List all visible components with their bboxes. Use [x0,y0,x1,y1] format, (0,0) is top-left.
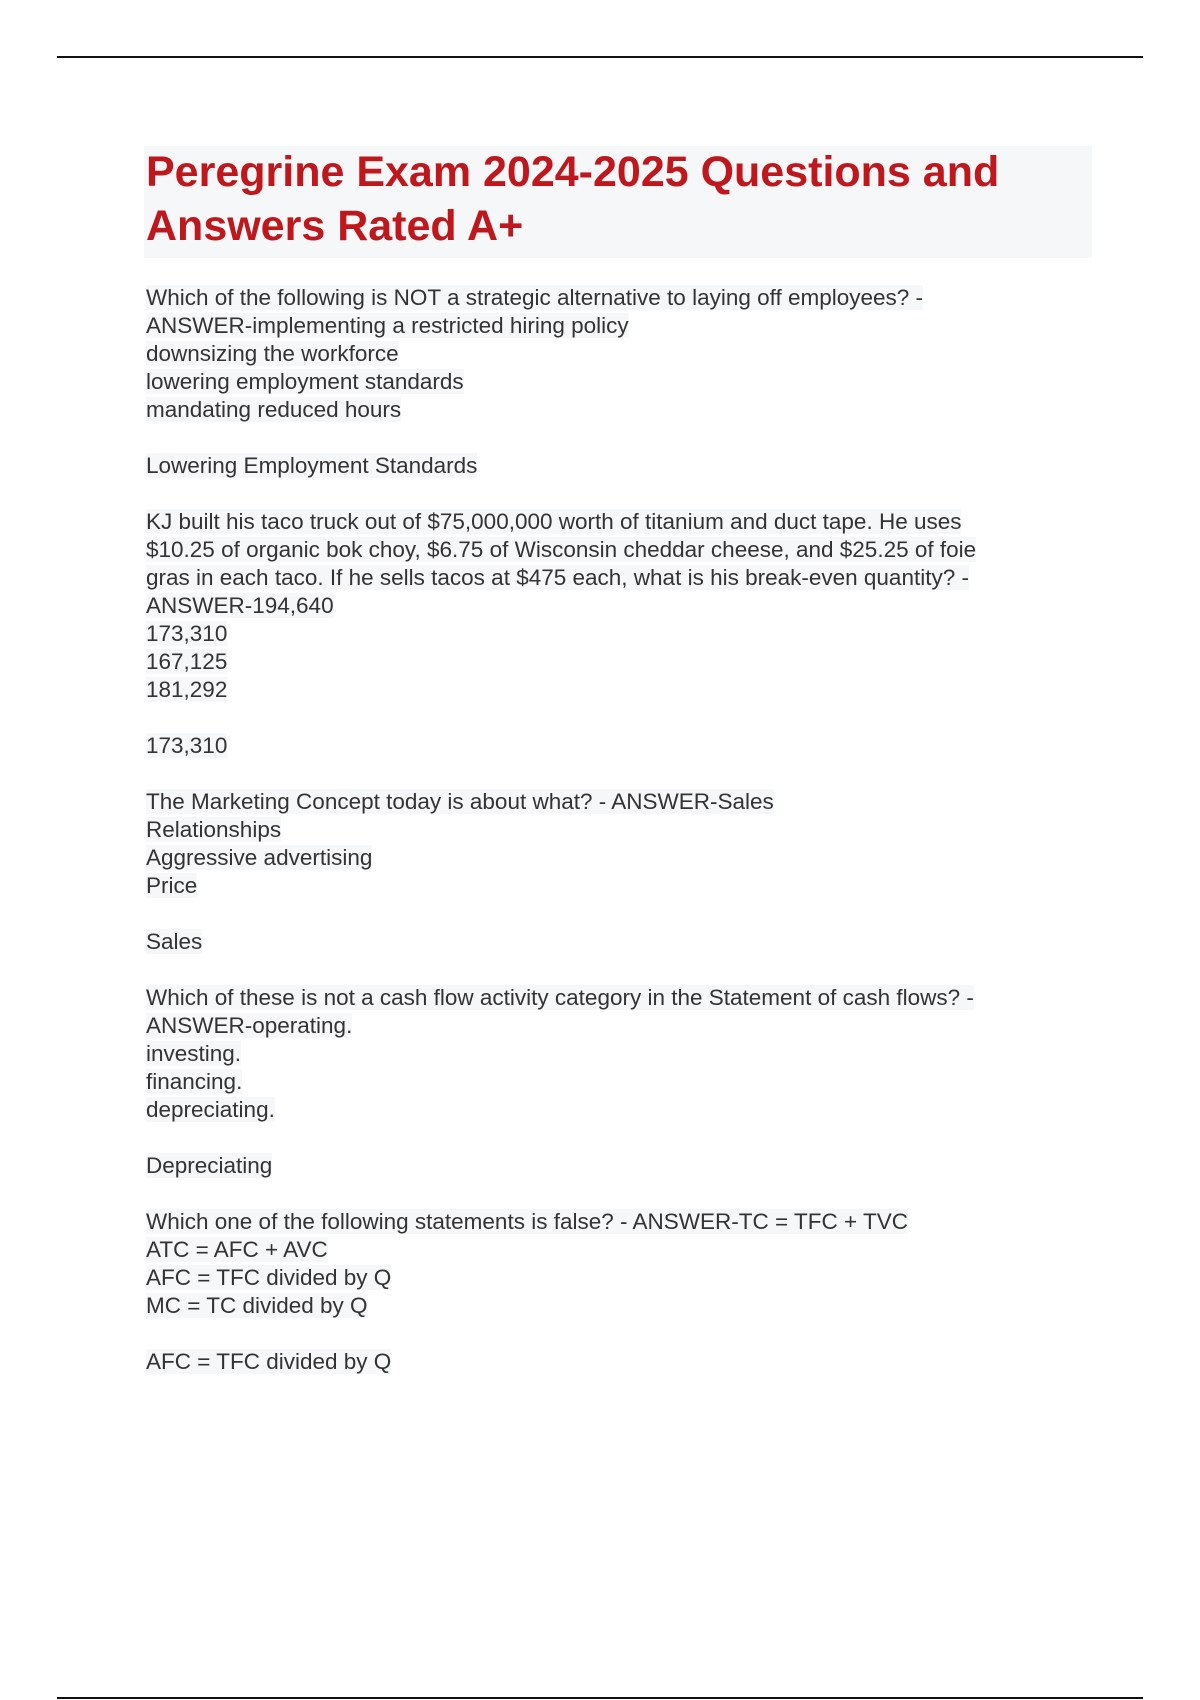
question-line: KJ built his taco truck out of $75,000,000 worth of titanium and duct tape. He uses [146,509,962,534]
question-line: AFC = TFC divided by Q [146,1265,392,1290]
answer-block-3 [146,928,1046,956]
question-block-1 [146,284,1046,424]
question-block-2 [146,508,1046,704]
question-line: 167,125 [146,649,228,674]
answer-line: Sales [146,929,203,954]
question-line: lowering employment standards [146,369,464,394]
question-line: Aggressive advertising [146,845,373,870]
answer-block-5 [146,1348,1046,1376]
question-block-4 [146,984,1046,1124]
question-line: Which of the following is NOT a strategic alternative to laying off employees? - [146,285,924,310]
answer-block-4 [146,1152,1046,1180]
answer-line: Lowering Employment Standards [146,453,478,478]
question-line: downsizing the workforce [146,341,399,366]
question-line: ANSWER-194,640 [146,593,334,618]
question-block-3 [146,788,1046,900]
question-line: ATC = AFC + AVC [146,1237,328,1262]
document-body [146,284,1046,1404]
question-line: Price [146,873,198,898]
document-title: Peregrine Exam 2024-2025 Questions and Answers Rated A+ [146,148,1000,250]
answer-line: AFC = TFC divided by Q [146,1349,392,1374]
question-line: MC = TC divided by Q [146,1293,368,1318]
question-line: investing. [146,1041,242,1066]
question-line: mandating reduced hours [146,397,402,422]
footer-rule [57,1697,1143,1699]
question-line: financing. [146,1069,243,1094]
question-line: Relationships [146,817,282,842]
answer-block-2 [146,732,1046,760]
question-line: 173,310 [146,621,228,646]
answer-block-1 [146,452,1046,480]
question-line: ANSWER-implementing a restricted hiring policy [146,313,629,338]
question-line: The Marketing Concept today is about what? - ANSWER-Sales [146,789,774,814]
header-rule [57,56,1143,58]
question-line: gras in each taco. If he sells tacos at $475 each, what is his break-even quantity? - [146,565,969,590]
question-line: ANSWER-operating. [146,1013,353,1038]
answer-line: Depreciating [146,1153,273,1178]
answer-line: 173,310 [146,733,228,758]
question-line: Which of these is not a cash flow activity category in the Statement of cash flows? - [146,985,974,1010]
question-line: Which one of the following statements is false? - ANSWER-TC = TFC + TVC [146,1209,908,1234]
question-block-5 [146,1208,1046,1320]
question-line: 181,292 [146,677,228,702]
question-line: depreciating. [146,1097,275,1122]
question-line: $10.25 of organic bok choy, $6.75 of Wisconsin cheddar cheese, and $25.25 of foie [146,537,977,562]
